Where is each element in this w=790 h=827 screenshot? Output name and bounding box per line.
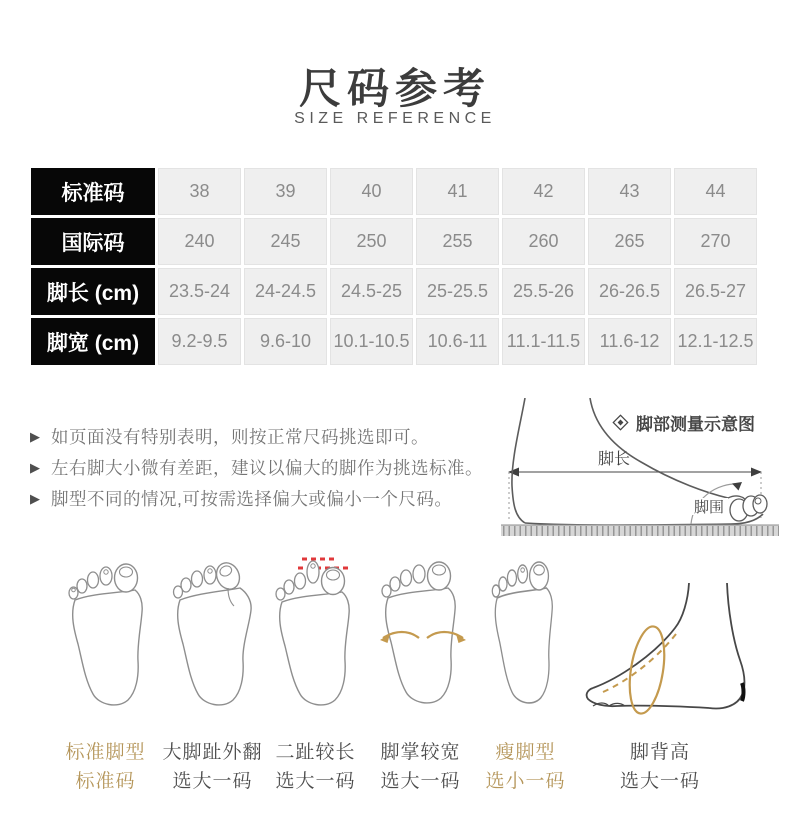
table-row-intl-size [31,218,757,265]
size-cell: 41 [416,168,499,215]
size-cell: 9.2-9.5 [158,318,241,365]
size-cell: 255 [416,218,499,265]
size-table [28,165,760,368]
size-cell: 11.1-11.5 [502,318,585,365]
row-header-intl-size: 国际码 [31,218,155,265]
foot-type-line2: 选小一码 [485,771,566,792]
table-row-foot-length [31,268,757,315]
triangle-bullet-icon: ▶ [30,490,40,506]
foot-long-second-toe-icon [272,552,364,718]
notes-list [30,421,483,514]
note-text: 脚型不同的情况,可按需选择偏大或偏小一个尺码。 [51,489,453,509]
size-cell: 24-24.5 [244,268,327,315]
table-row-standard-size [31,168,757,215]
note-text: 如页面没有特别表明，则按正常尺码挑选即可。 [51,427,429,447]
size-cell: 26-26.5 [588,268,671,315]
page-title: 尺码参考 [298,65,491,112]
size-cell: 9.6-10 [244,318,327,365]
size-cell: 23.5-24 [158,268,241,315]
size-cell: 38 [158,168,241,215]
foot-type-label-long-second-toe [263,738,368,796]
size-cell: 43 [588,168,671,215]
foot-figure-high-instep [575,578,755,725]
foot-bunion-icon [170,558,262,718]
foot-type-line2: 选大一码 [172,771,253,792]
foot-type-label-narrow [473,738,578,796]
size-cell: 40 [330,168,413,215]
size-cell: 25.5-26 [502,268,585,315]
size-cell: 10.6-11 [416,318,499,365]
row-header-foot-width: 脚宽 (cm) [31,318,155,365]
foot-type-line2: 选大一码 [380,771,461,792]
foot-measurement-diagram [495,398,790,538]
foot-type-line1: 脚背高 [629,742,690,763]
foot-girth-label: 脚围 [694,499,725,516]
note-text: 左右脚大小微有差距，建议以偏大的脚作为挑选标准。 [51,458,483,478]
foot-narrow-icon [487,558,565,716]
triangle-bullet-icon: ▶ [30,428,40,444]
foot-figure-wide [375,558,471,721]
foot-type-line1: 二趾较长 [275,742,356,763]
size-cell: 39 [244,168,327,215]
size-cell: 11.6-12 [588,318,671,365]
table-row-foot-width [31,318,757,365]
triangle-bullet-icon: ▶ [30,459,40,475]
foot-figure-long-second-toe [272,552,364,723]
foot-type-line1: 大脚趾外翻 [162,742,263,763]
note-item [30,421,483,452]
foot-type-line2: 选大一码 [619,771,700,792]
page-subtitle: SIZE REFERENCE [294,110,496,127]
foot-type-label-wide [368,738,473,796]
size-cell: 250 [330,218,413,265]
foot-standard-icon [65,560,155,718]
foot-wide-icon [375,558,471,716]
size-cell: 10.1-10.5 [330,318,413,365]
size-cell: 26.5-27 [674,268,757,315]
size-cell: 270 [674,218,757,265]
foot-figure-bunion [170,558,262,723]
size-cell: 44 [674,168,757,215]
size-cell: 24.5-25 [330,268,413,315]
size-cell: 265 [588,218,671,265]
foot-type-line1: 瘦脚型 [495,742,556,763]
foot-type-line1: 脚掌较宽 [380,742,461,763]
size-cell: 42 [502,168,585,215]
foot-type-line2: 选大一码 [275,771,356,792]
foot-type-label-high-instep [600,738,720,796]
foot-type-label-standard [53,738,158,796]
foot-high-instep-icon [575,578,755,720]
size-cell: 12.1-12.5 [674,318,757,365]
row-header-foot-length: 脚长 (cm) [31,268,155,315]
note-item [30,483,483,514]
size-cell: 245 [244,218,327,265]
foot-figure-standard [65,560,155,723]
size-cell: 260 [502,218,585,265]
foot-type-line2: 标准码 [75,771,136,792]
foot-type-label-bunion [155,738,270,796]
size-cell: 240 [158,218,241,265]
note-item [30,452,483,483]
foot-figure-narrow [487,558,565,721]
size-cell: 25-25.5 [416,268,499,315]
measure-diagram-title-text: 脚部测量示意图 [636,415,755,434]
foot-length-label: 脚长 [598,451,631,468]
row-header-standard-size: 标准码 [31,168,155,215]
foot-type-line1: 标准脚型 [65,742,146,763]
